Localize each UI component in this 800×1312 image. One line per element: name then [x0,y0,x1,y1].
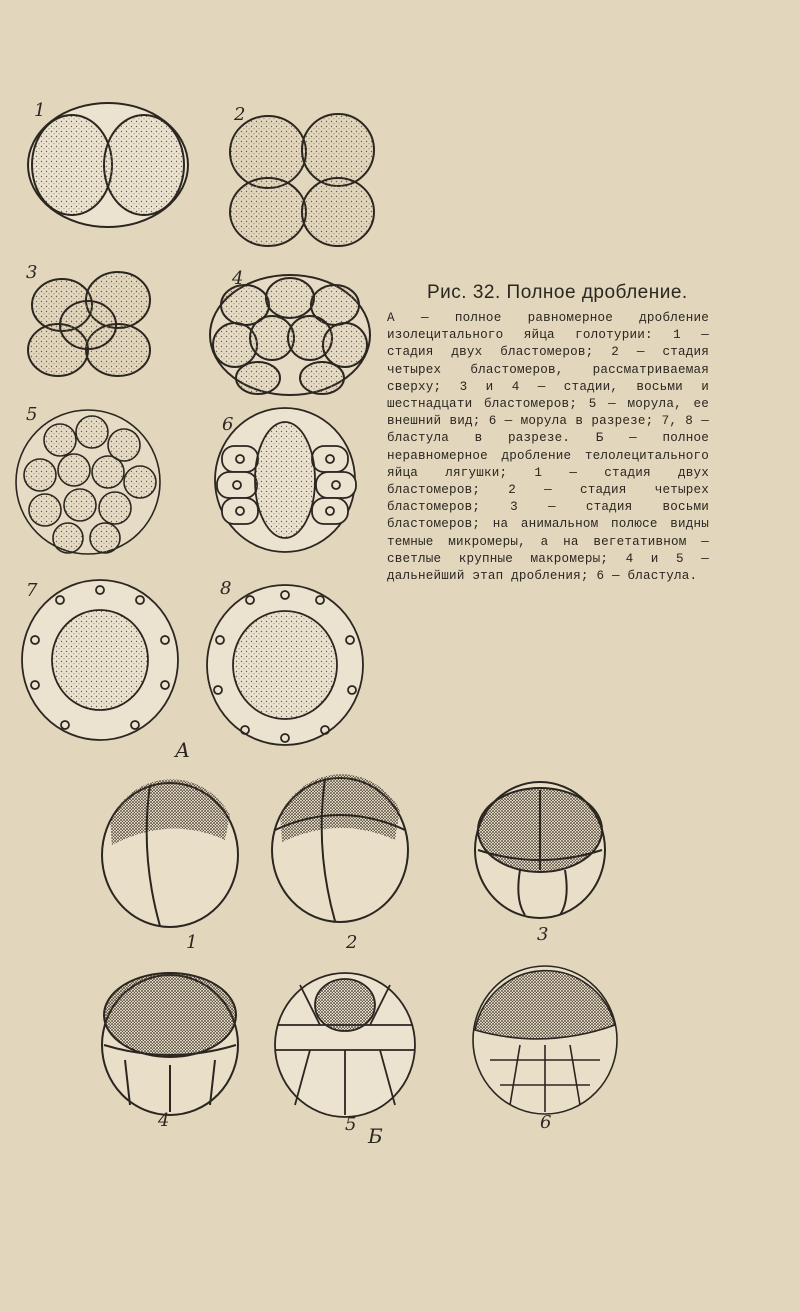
a-stage-label-4: 4 [232,268,244,289]
a-stage-label-3: 3 [26,262,38,283]
panel-a-label: А [175,738,191,762]
b-stage-label-1: 1 [186,932,198,953]
a-stage-6-drawing [215,408,356,552]
a-stage-label-1: 1 [34,100,46,121]
b-stage-6-drawing [473,966,617,1114]
b-stage-1-drawing [102,779,238,927]
caption-body: А — полное равномерное дробление изолецитального яйца голотурии: 1 — стадия двух бластомеров; 2 — стадия четырех бластомеров, рассматриваемая сверху; 3 и 4 — стадии, восьми и шестнадцати бластомеров; 5 — морула, ее внешний вид; 6 — морула в разрезе; 7, 8 — бластула в разрезе. Б — полное неравномерное дробление телолецитального яйца лягушки; 1 — стадия двух бластомеров; 2 — стадия четырех бластомеров; 3 — стадия восьми бластомеров; на анимальном полюсе видны темные микромеры, а на вегетативном — светлые крупные макромеры; 4 и 5 — дальнейший этап дробления; 6 — бластула. [387,311,709,584]
a-stage-2-drawing [230,114,374,246]
a-stage-label-5: 5 [26,404,38,425]
a-stage-3-drawing [28,272,150,376]
b-stage-label-4: 4 [158,1110,170,1131]
caption-title: Рис. 32. Полное дробление. [427,282,688,303]
a-stage-1-drawing [28,103,188,227]
b-stage-2-drawing [272,774,408,922]
a-stage-4-drawing [210,275,370,395]
a-stage-label-2: 2 [234,104,246,125]
b-stage-label-6: 6 [540,1112,552,1133]
panel-b-label: Б [368,1124,383,1148]
figure-caption [387,282,709,585]
b-stage-label-5: 5 [345,1114,357,1135]
b-stage-3-drawing [475,782,605,918]
a-stage-7-drawing [22,580,178,740]
a-stage-label-6: 6 [222,414,234,435]
b-stage-5-drawing [275,973,415,1117]
a-stage-5-drawing [16,410,160,554]
b-stage-label-2: 2 [346,932,358,953]
a-stage-8-drawing [207,585,363,745]
a-stage-label-7: 7 [26,580,38,601]
b-stage-4-drawing [102,973,238,1115]
b-stage-label-3: 3 [537,924,549,945]
a-stage-label-8: 8 [220,578,232,599]
